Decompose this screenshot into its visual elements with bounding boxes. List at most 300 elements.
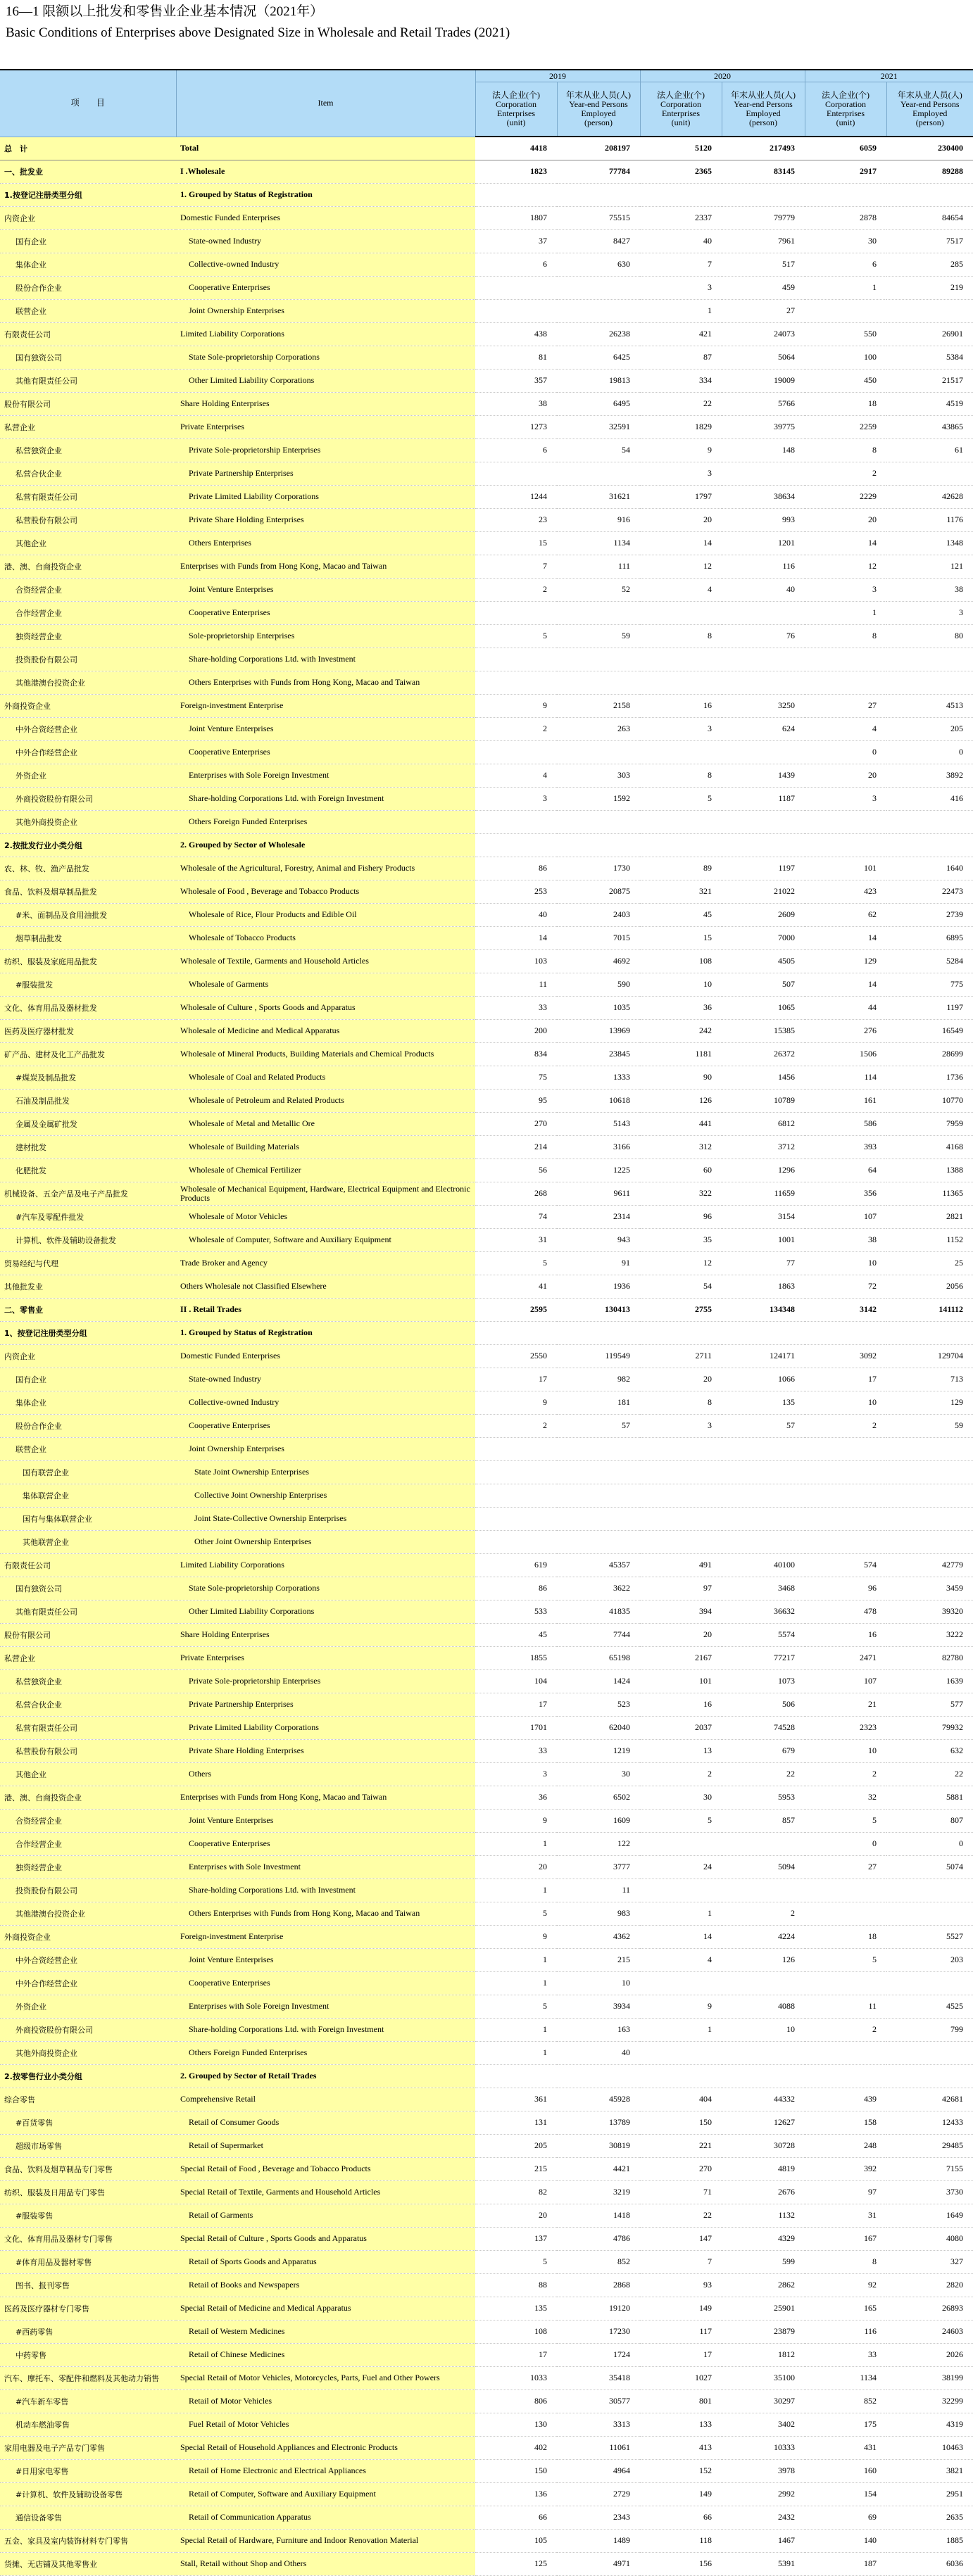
cell-corporation-count: 27 — [805, 694, 886, 717]
cell-persons-employed: 3166 — [557, 1135, 640, 1158]
row-label-cn: 文化、体育用品及器材专门零售 — [0, 2227, 176, 2250]
table-row — [0, 253, 973, 276]
row-label-cn: 联营企业 — [0, 1437, 176, 1460]
cell-corporation-count: 33 — [475, 1739, 557, 1762]
cell-persons-employed: 1187 — [722, 787, 805, 810]
cell-persons-employed — [722, 2064, 805, 2088]
row-label-en: Wholesale of the Agricultural, Forestry, Animal and Fishery Products — [176, 857, 475, 880]
cell-persons-employed: 30577 — [557, 2389, 640, 2413]
row-label-en: Special Retail of Motor Vehicles, Motorcycles, Parts, Fuel and Other Powers — [176, 2366, 475, 2389]
cell-corporation-count — [475, 810, 557, 833]
table-row — [0, 1669, 973, 1693]
cell-persons-employed: 75515 — [557, 206, 640, 229]
cell-corporation-count: 20 — [640, 1368, 722, 1391]
cell-corporation-count — [805, 1530, 886, 1553]
cell-corporation-count: 62 — [805, 903, 886, 926]
cell-persons-employed: 3821 — [886, 2459, 973, 2482]
cell-persons-employed: 111 — [557, 555, 640, 578]
cell-persons-employed — [886, 1902, 973, 1925]
cell-persons-employed — [886, 1530, 973, 1553]
cell-corporation-count: 2 — [475, 717, 557, 740]
table-row — [0, 438, 973, 462]
cell-corporation-count: 96 — [805, 1577, 886, 1600]
cell-persons-employed: 5766 — [722, 392, 805, 415]
cell-persons-employed: 40 — [557, 2041, 640, 2064]
table-row — [0, 1530, 973, 1553]
cell-corporation-count: 2 — [805, 1762, 886, 1786]
cell-corporation-count: 11 — [805, 1995, 886, 2018]
cell-persons-employed: 17230 — [557, 2320, 640, 2343]
cell-persons-employed — [557, 671, 640, 694]
row-label-en: Special Retail of Household Appliances and Electronic Products — [176, 2436, 475, 2459]
cell-persons-employed: 982 — [557, 1368, 640, 1391]
cell-persons-employed: 2635 — [886, 2506, 973, 2529]
row-label-cn: 联营企业 — [0, 299, 176, 322]
table-row — [0, 2111, 973, 2134]
cell-corporation-count: 17 — [640, 2343, 722, 2366]
table-row — [0, 2273, 973, 2297]
cell-corporation-count — [805, 1437, 886, 1460]
row-label-en: Fuel Retail of Motor Vehicles — [176, 2413, 475, 2436]
cell-persons-employed: 77784 — [557, 160, 640, 183]
cell-corporation-count: 152 — [640, 2459, 722, 2482]
cell-persons-employed: 1152 — [886, 1228, 973, 1251]
cell-corporation-count: 20 — [640, 1623, 722, 1646]
cell-corporation-count: 1807 — [475, 206, 557, 229]
table-row — [0, 555, 973, 578]
cell-corporation-count: 125 — [475, 2552, 557, 2575]
cell-persons-employed: 36632 — [722, 1600, 805, 1623]
cell-corporation-count: 35 — [640, 1228, 722, 1251]
row-label-en: Enterprises with Funds from Hong Kong, Macao and Taiwan — [176, 555, 475, 578]
row-label-cn: 中外合作经营企业 — [0, 740, 176, 764]
table-row — [0, 137, 973, 160]
table-row — [0, 1832, 973, 1855]
cell-persons-employed: 9611 — [557, 1182, 640, 1205]
table-row — [0, 2459, 973, 2482]
cell-corporation-count — [640, 1460, 722, 1484]
table-row — [0, 1298, 973, 1321]
cell-corporation-count: 439 — [805, 2088, 886, 2111]
cell-persons-employed — [886, 1507, 973, 1530]
cell-corporation-count — [805, 810, 886, 833]
cell-corporation-count: 45 — [640, 903, 722, 926]
cell-corporation-count: 10 — [805, 1739, 886, 1762]
cell-persons-employed: 122 — [557, 1832, 640, 1855]
table-row — [0, 1716, 973, 1739]
cell-persons-employed: 590 — [557, 973, 640, 996]
cell-corporation-count — [475, 740, 557, 764]
cell-persons-employed: 12433 — [886, 2111, 973, 2134]
cell-corporation-count: 2 — [805, 2018, 886, 2041]
cell-corporation-count: 253 — [475, 880, 557, 903]
cell-persons-employed: 119549 — [557, 1344, 640, 1368]
table-row — [0, 462, 973, 485]
cell-corporation-count — [475, 601, 557, 624]
table-row — [0, 1251, 973, 1275]
cell-corporation-count: 312 — [640, 1135, 722, 1158]
cell-persons-employed — [722, 462, 805, 485]
cell-persons-employed: 42628 — [886, 485, 973, 508]
table-row — [0, 508, 973, 531]
cell-corporation-count: 82 — [475, 2180, 557, 2204]
cell-corporation-count: 74 — [475, 1205, 557, 1228]
row-label-en: Retail of Chinese Medicines — [176, 2343, 475, 2366]
cell-persons-employed: 23879 — [722, 2320, 805, 2343]
table-row — [0, 973, 973, 996]
cell-corporation-count: 574 — [805, 1553, 886, 1577]
row-label-cn: 有限责任公司 — [0, 1553, 176, 1577]
cell-persons-employed: 1065 — [722, 996, 805, 1019]
cell-persons-employed: 134348 — [722, 1298, 805, 1321]
cell-corporation-count — [805, 1971, 886, 1995]
cell-corporation-count: 5 — [640, 1809, 722, 1832]
cell-persons-employed — [722, 1832, 805, 1855]
cell-persons-employed: 4088 — [722, 1995, 805, 2018]
cell-persons-employed — [722, 1437, 805, 1460]
row-label-en: Wholesale of Food , Beverage and Tobacco Products — [176, 880, 475, 903]
cell-corporation-count: 4 — [475, 764, 557, 787]
row-label-en: Wholesale of Building Materials — [176, 1135, 475, 1158]
cell-persons-employed: 19120 — [557, 2297, 640, 2320]
row-label-en: Private Sole-proprietorship Enterprises — [176, 438, 475, 462]
cell-corporation-count: 31 — [805, 2204, 886, 2227]
cell-corporation-count: 2711 — [640, 1344, 722, 1368]
cell-corporation-count: 356 — [805, 1182, 886, 1205]
table-row — [0, 1437, 973, 1460]
cell-corporation-count: 361 — [475, 2088, 557, 2111]
cell-persons-employed — [722, 1460, 805, 1484]
cell-persons-employed: 1296 — [722, 1158, 805, 1182]
row-label-en: Joint Ownership Enterprises — [176, 299, 475, 322]
cell-persons-employed: 4819 — [722, 2157, 805, 2180]
cell-corporation-count: 17 — [805, 1368, 886, 1391]
row-label-cn: 文化、体育用品及器材批发 — [0, 996, 176, 1019]
cell-persons-employed: 285 — [886, 253, 973, 276]
row-label-en: Others Enterprises — [176, 531, 475, 555]
cell-corporation-count: 12 — [640, 555, 722, 578]
table-subtitle: Basic Conditions of Enterprises above Designated Size in Wholesale and Retail Trades (2021) — [6, 25, 510, 40]
cell-corporation-count: 4 — [640, 578, 722, 601]
cell-persons-employed: 3402 — [722, 2413, 805, 2436]
cell-persons-employed: 3459 — [886, 1577, 973, 1600]
cell-corporation-count: 90 — [640, 1066, 722, 1089]
cell-persons-employed — [886, 648, 973, 671]
table-row — [0, 926, 973, 949]
cell-corporation-count: 10 — [805, 1251, 886, 1275]
cell-corporation-count: 69 — [805, 2506, 886, 2529]
cell-persons-employed: 126 — [722, 1948, 805, 1971]
cell-corporation-count: 88 — [475, 2273, 557, 2297]
cell-persons-employed: 26893 — [886, 2297, 973, 2320]
cell-corporation-count: 393 — [805, 1135, 886, 1158]
cell-corporation-count: 101 — [805, 857, 886, 880]
cell-corporation-count: 56 — [475, 1158, 557, 1182]
cell-corporation-count: 187 — [805, 2552, 886, 2575]
cell-corporation-count — [640, 1484, 722, 1507]
cell-corporation-count: 104 — [475, 1669, 557, 1693]
row-label-cn: 烟草制品批发 — [0, 926, 176, 949]
cell-corporation-count: 2259 — [805, 415, 886, 438]
cell-corporation-count: 322 — [640, 1182, 722, 1205]
cell-corporation-count: 2550 — [475, 1344, 557, 1368]
cell-persons-employed: 303 — [557, 764, 640, 787]
row-label-en: Foreign-investment Enterprise — [176, 694, 475, 717]
cell-persons-employed: 79932 — [886, 1716, 973, 1739]
cell-persons-employed: 4519 — [886, 392, 973, 415]
table-row — [0, 1879, 973, 1902]
cell-persons-employed: 916 — [557, 508, 640, 531]
row-label-en: Other Limited Liability Corporations — [176, 369, 475, 392]
cell-persons-employed: 4080 — [886, 2227, 973, 2250]
cell-persons-employed: 42681 — [886, 2088, 973, 2111]
table-row — [0, 229, 973, 253]
cell-persons-employed: 624 — [722, 717, 805, 740]
cell-corporation-count: 2595 — [475, 1298, 557, 1321]
row-label-en: Others Wholesale not Classified Elsewhere — [176, 1275, 475, 1298]
cell-persons-employed: 74528 — [722, 1716, 805, 1739]
cell-corporation-count: 2878 — [805, 206, 886, 229]
table-row — [0, 415, 973, 438]
cell-corporation-count — [805, 183, 886, 206]
table-row — [0, 1925, 973, 1948]
row-label-en: Domestic Funded Enterprises — [176, 206, 475, 229]
cell-corporation-count: 14 — [805, 531, 886, 555]
cell-persons-employed: 21022 — [722, 880, 805, 903]
cell-persons-employed — [557, 833, 640, 857]
cell-corporation-count: 9 — [475, 1925, 557, 1948]
cell-corporation-count — [475, 648, 557, 671]
cell-corporation-count: 533 — [475, 1600, 557, 1623]
row-label-en: Share-holding Corporations Ltd. with Investment — [176, 1879, 475, 1902]
cell-corporation-count — [640, 1971, 722, 1995]
cell-persons-employed: 713 — [886, 1368, 973, 1391]
cell-persons-employed — [886, 1321, 973, 1344]
cell-persons-employed: 4421 — [557, 2157, 640, 2180]
cell-persons-employed — [557, 648, 640, 671]
cell-persons-employed: 416 — [886, 787, 973, 810]
cell-persons-employed: 630 — [557, 253, 640, 276]
table-row — [0, 392, 973, 415]
cell-corporation-count: 38 — [475, 392, 557, 415]
cell-persons-employed: 4505 — [722, 949, 805, 973]
cell-persons-employed: 0 — [886, 1832, 973, 1855]
cell-corporation-count — [805, 1879, 886, 1902]
cell-corporation-count — [640, 601, 722, 624]
row-label-cn: 医药及医疗器材批发 — [0, 1019, 176, 1042]
row-label-cn: 总 计 — [0, 137, 176, 160]
cell-corporation-count: 2 — [805, 462, 886, 485]
table-row — [0, 1391, 973, 1414]
cell-persons-employed: 25 — [886, 1251, 973, 1275]
cell-corporation-count: 6059 — [805, 137, 886, 160]
cell-persons-employed: 4964 — [557, 2459, 640, 2482]
row-label-cn: #服装批发 — [0, 973, 176, 996]
cell-corporation-count: 14 — [805, 926, 886, 949]
cell-corporation-count: 129 — [805, 949, 886, 973]
row-label-cn: 超级市场零售 — [0, 2134, 176, 2157]
cell-corporation-count — [805, 2041, 886, 2064]
table-row — [0, 1577, 973, 1600]
table-row — [0, 2204, 973, 2227]
row-label-en: Retail of Motor Vehicles — [176, 2389, 475, 2413]
cell-persons-employed: 2432 — [722, 2506, 805, 2529]
cell-corporation-count: 95 — [475, 1089, 557, 1112]
table-row — [0, 2088, 973, 2111]
cell-corporation-count: 1855 — [475, 1646, 557, 1669]
cell-persons-employed: 6502 — [557, 1786, 640, 1809]
cell-corporation-count: 1829 — [640, 415, 722, 438]
row-label-en: Private Sole-proprietorship Enterprises — [176, 1669, 475, 1693]
cell-persons-employed: 3777 — [557, 1855, 640, 1879]
cell-persons-employed: 1388 — [886, 1158, 973, 1182]
cell-persons-employed — [557, 299, 640, 322]
cell-corporation-count: 10 — [805, 1391, 886, 1414]
row-label-en: Other Limited Liability Corporations — [176, 1600, 475, 1623]
cell-persons-employed: 6895 — [886, 926, 973, 949]
table-row — [0, 2389, 973, 2413]
cell-persons-employed: 13789 — [557, 2111, 640, 2134]
row-label-en: Share Holding Enterprises — [176, 1623, 475, 1646]
table-row — [0, 1600, 973, 1623]
cell-persons-employed: 13969 — [557, 1019, 640, 1042]
row-label-cn: 内资企业 — [0, 1344, 176, 1368]
cell-corporation-count: 118 — [640, 2529, 722, 2552]
row-label-cn: 集体联营企业 — [0, 1484, 176, 1507]
cell-persons-employed: 1197 — [886, 996, 973, 1019]
header-year: 2019 — [475, 70, 640, 82]
cell-persons-employed: 12627 — [722, 2111, 805, 2134]
cell-corporation-count: 12 — [805, 555, 886, 578]
table-row — [0, 1019, 973, 1042]
cell-corporation-count: 1033 — [475, 2366, 557, 2389]
row-label-cn: 其他企业 — [0, 531, 176, 555]
cell-persons-employed: 3934 — [557, 1995, 640, 2018]
table-row — [0, 346, 973, 369]
table-row — [0, 160, 973, 183]
row-label-cn: 港、澳、台商投资企业 — [0, 1786, 176, 1809]
cell-corporation-count: 2037 — [640, 1716, 722, 1739]
row-label-cn: 一、批发业 — [0, 160, 176, 183]
row-label-cn: 私营合伙企业 — [0, 462, 176, 485]
row-label-cn: 其他港澳台投资企业 — [0, 671, 176, 694]
row-label-cn: 私营企业 — [0, 415, 176, 438]
row-label-cn: 其他港澳台投资企业 — [0, 1902, 176, 1925]
cell-persons-employed: 983 — [557, 1902, 640, 1925]
row-label-cn: 其他批发业 — [0, 1275, 176, 1298]
data-table — [0, 69, 973, 2576]
cell-persons-employed: 141112 — [886, 1298, 973, 1321]
cell-persons-employed: 5574 — [722, 1623, 805, 1646]
table-row — [0, 206, 973, 229]
row-label-en: Wholesale of Culture , Sports Goods and Apparatus — [176, 996, 475, 1019]
table-row — [0, 2064, 973, 2088]
cell-corporation-count: 108 — [475, 2320, 557, 2343]
header-persons-employed: 年末从业人员(人) Year-end Persons Employed (person) — [886, 82, 973, 137]
cell-persons-employed: 1609 — [557, 1809, 640, 1832]
cell-corporation-count: 852 — [805, 2389, 886, 2413]
cell-persons-employed: 21517 — [886, 369, 973, 392]
cell-persons-employed: 5284 — [886, 949, 973, 973]
cell-corporation-count: 149 — [640, 2482, 722, 2506]
cell-persons-employed: 148 — [722, 438, 805, 462]
cell-corporation-count: 126 — [640, 1089, 722, 1112]
header-persons-employed: 年末从业人员(人) Year-end Persons Employed (person) — [557, 82, 640, 137]
row-label-cn: 二、零售业 — [0, 1298, 176, 1321]
table-row — [0, 2041, 973, 2064]
cell-persons-employed: 42779 — [886, 1553, 973, 1577]
cell-corporation-count: 441 — [640, 1112, 722, 1135]
cell-persons-employed: 38 — [886, 578, 973, 601]
row-label-cn: 金属及金属矿批发 — [0, 1112, 176, 1135]
cell-persons-employed: 41835 — [557, 1600, 640, 1623]
row-label-cn: 投资股份有限公司 — [0, 648, 176, 671]
cell-corporation-count: 93 — [640, 2273, 722, 2297]
cell-corporation-count: 136 — [475, 2482, 557, 2506]
cell-corporation-count: 20 — [475, 1855, 557, 1879]
cell-persons-employed — [886, 1437, 973, 1460]
row-label-en: Wholesale of Chemical Fertilizer — [176, 1158, 475, 1182]
cell-persons-employed: 1201 — [722, 531, 805, 555]
cell-persons-employed — [722, 1507, 805, 1530]
cell-corporation-count: 5 — [475, 1995, 557, 2018]
cell-corporation-count: 3 — [475, 787, 557, 810]
row-label-en: Others Foreign Funded Enterprises — [176, 810, 475, 833]
cell-corporation-count — [640, 1832, 722, 1855]
row-label-en: Sole-proprietorship Enterprises — [176, 624, 475, 648]
cell-corporation-count: 3142 — [805, 1298, 886, 1321]
cell-persons-employed: 3892 — [886, 764, 973, 787]
cell-corporation-count: 22 — [640, 2204, 722, 2227]
row-label-cn: 家用电器及电子产品专门零售 — [0, 2436, 176, 2459]
cell-persons-employed: 7000 — [722, 926, 805, 949]
row-label-cn: 内资企业 — [0, 206, 176, 229]
header-item-en: Item — [176, 70, 475, 137]
row-label-cn: 合作经营企业 — [0, 601, 176, 624]
cell-persons-employed: 65198 — [557, 1646, 640, 1669]
cell-corporation-count: 32 — [805, 1786, 886, 1809]
row-label-en: Domestic Funded Enterprises — [176, 1344, 475, 1368]
table-row — [0, 2227, 973, 2250]
cell-persons-employed: 205 — [886, 717, 973, 740]
row-label-en: Cooperative Enterprises — [176, 1414, 475, 1437]
cell-corporation-count: 131 — [475, 2111, 557, 2134]
cell-corporation-count: 20 — [475, 2204, 557, 2227]
table-row — [0, 903, 973, 926]
row-label-cn: 独资经营企业 — [0, 1855, 176, 1879]
table-row — [0, 2320, 973, 2343]
cell-persons-employed — [722, 1321, 805, 1344]
cell-corporation-count: 4418 — [475, 137, 557, 160]
row-label-cn: 机械设备、五金产品及电子产品批发 — [0, 1182, 176, 1205]
cell-persons-employed: 4362 — [557, 1925, 640, 1948]
cell-corporation-count: 5 — [475, 1902, 557, 1925]
cell-persons-employed: 6495 — [557, 392, 640, 415]
cell-corporation-count: 394 — [640, 1600, 722, 1623]
cell-corporation-count: 44 — [805, 996, 886, 1019]
row-label-en: Private Limited Liability Corporations — [176, 485, 475, 508]
cell-persons-employed: 4525 — [886, 1995, 973, 2018]
row-label-cn: 股份合作企业 — [0, 1414, 176, 1437]
cell-corporation-count: 21 — [805, 1693, 886, 1716]
cell-persons-employed: 59 — [557, 624, 640, 648]
row-label-en: Comprehensive Retail — [176, 2088, 475, 2111]
row-label-en: State-owned Industry — [176, 1368, 475, 1391]
cell-corporation-count: 1506 — [805, 1042, 886, 1066]
cell-corporation-count: 1181 — [640, 1042, 722, 1066]
cell-persons-employed: 5527 — [886, 1925, 973, 1948]
cell-corporation-count: 619 — [475, 1553, 557, 1577]
